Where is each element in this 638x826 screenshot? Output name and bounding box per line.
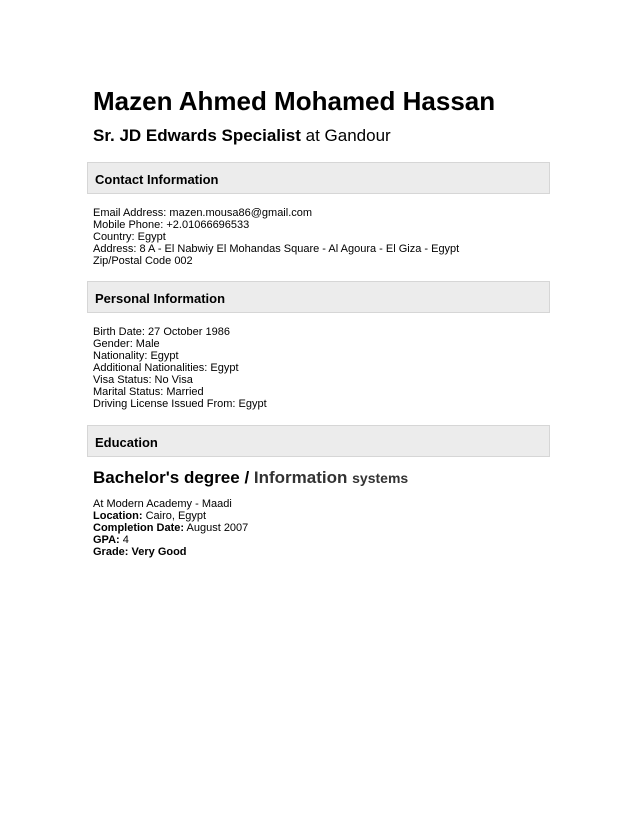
- job-title: Sr. JD Edwards Specialist: [93, 126, 301, 145]
- education-completion: [93, 522, 248, 534]
- personal-nationality: Nationality: Egypt: [93, 350, 179, 362]
- education-school: At Modern Academy - Maadi: [93, 498, 232, 510]
- completion-label: Completion Date:: [93, 522, 185, 534]
- contact-details: [93, 207, 459, 267]
- personal-birth-date: Birth Date: 27 October 1986: [93, 326, 230, 338]
- personal-section-title: Personal Information: [95, 291, 226, 306]
- gpa-label: GPA:: [93, 534, 120, 546]
- location-value: Cairo, Egypt: [145, 510, 207, 522]
- at-word: at: [305, 126, 320, 145]
- current-position: [93, 126, 391, 146]
- contact-zip: Zip/Postal Code 002: [93, 255, 193, 267]
- major-rest: systems: [352, 470, 409, 486]
- contact-country: Country: Egypt: [93, 231, 166, 243]
- candidate-name: Mazen Ahmed Mohamed Hassan: [93, 86, 496, 116]
- contact-address: Address: 8 A - El Nabwiy El Mohandas Square - Al Agoura - El Giza - Egypt: [93, 243, 460, 255]
- education-details: [93, 498, 248, 558]
- degree-title: Bachelor's degree /: [93, 468, 250, 487]
- degree-heading: [93, 468, 408, 488]
- personal-section-header: [87, 281, 550, 313]
- education-location: [93, 510, 248, 522]
- education-gpa: [93, 534, 248, 546]
- contact-email: Email Address: mazen.mousa86@gmail.com: [93, 207, 313, 219]
- personal-details: [93, 326, 267, 410]
- contact-section-title: Contact Information: [95, 172, 219, 187]
- company-name: Gandour: [324, 126, 391, 145]
- education-grade: [93, 546, 248, 558]
- education-section-title: Education: [95, 435, 158, 450]
- location-label: Location:: [93, 510, 143, 522]
- personal-marital-status: Marital Status: Married: [93, 386, 204, 398]
- contact-mobile: Mobile Phone: +2.01066696533: [93, 219, 250, 231]
- personal-visa-status: Visa Status: No Visa: [93, 374, 193, 386]
- personal-additional-nationalities: Additional Nationalities: Egypt: [93, 362, 239, 374]
- gpa-value: 4: [122, 534, 129, 546]
- personal-gender: Gender: Male: [93, 338, 160, 350]
- major-first: Information: [253, 468, 348, 487]
- contact-section-header: [87, 162, 550, 194]
- education-section-header: [87, 425, 550, 457]
- personal-driving-license: Driving License Issued From: Egypt: [93, 398, 267, 410]
- completion-value: August 2007: [186, 522, 249, 534]
- grade-text: Grade: Very Good: [93, 546, 187, 558]
